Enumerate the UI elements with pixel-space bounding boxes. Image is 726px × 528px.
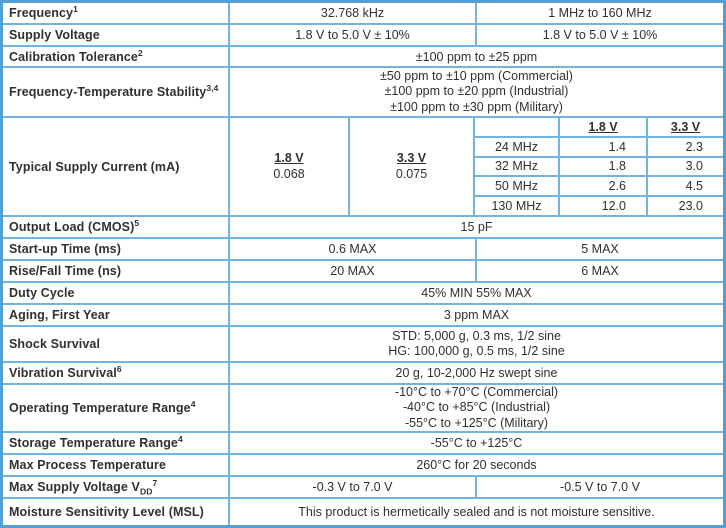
storage-temp-label: Storage Temperature Range$^4$ (3, 433, 230, 453)
freq-cell: 130 MHz (475, 197, 560, 215)
aging-value: 3 ppm MAX (443, 308, 510, 322)
msl-value: This product is hermetically sealed and is not moisture sensitive. (298, 505, 655, 519)
footnote-marker: 6 (116, 363, 122, 374)
footnote-marker: 1 (73, 3, 78, 14)
freq-cell: 32 MHz (475, 158, 560, 176)
current-3v3-cell: 3.0 (685, 159, 703, 174)
duty-cycle-value: 45% MIN 55% MAX (421, 286, 532, 300)
max-process-temp-label: Max Process Temperature (3, 455, 230, 475)
shock-std-line: STD: 5,000 g, 0.3 ms, 1/2 sine (392, 328, 561, 343)
row-max-supply-voltage (3, 477, 723, 499)
vibration-survival-label: Vibration Survival$^6$ (3, 363, 230, 383)
max-process-temp-value: 260°C for 20 seconds (416, 458, 537, 472)
operating-commercial: -10°C to +70°C (Commercial) (394, 384, 559, 399)
stability-industrial: ±100 ppm to ±20 ppm (Industrial) (384, 84, 569, 99)
current-1v8-cell: 2.6 (560, 177, 648, 195)
subtable-row-32mhz (475, 158, 723, 178)
current-value-1v8: 0.068 (273, 166, 305, 181)
footnote-marker: 2 (137, 47, 143, 58)
current-3v3-cell: 23.0 (678, 199, 703, 214)
footnote-marker: 5 (134, 217, 140, 228)
current-3v3-cell: 2.3 (685, 139, 703, 154)
startup-time-left-value: 0.6 MAX (230, 239, 477, 259)
subtable-row-130mhz (475, 197, 723, 215)
footnote-marker: 4 (190, 398, 196, 409)
output-load-label: Output Load (CMOS)$^5$ (3, 217, 230, 237)
stability-commercial: ±50 ppm to ±10 ppm (Commercial) (380, 68, 573, 83)
row-freq-temp-stability (3, 68, 723, 118)
shock-hg-line: HG: 100,000 g, 0.5 ms, 1/2 sine (388, 344, 565, 358)
row-aging (3, 305, 723, 327)
startup-time-label: Start-up Time (ms) (3, 239, 230, 259)
supply-current-3v3-cell (350, 118, 475, 215)
supply-current-subtable (475, 118, 723, 215)
current-3v3-cell: 4.5 (685, 179, 703, 194)
startup-time-right-value: 5 MAX (581, 242, 619, 256)
rise-fall-right-value: 6 MAX (581, 264, 619, 278)
supply-voltage-label: Supply Voltage (3, 25, 230, 45)
supply-voltage-left-value: 1.8 V to 5.0 V ± 10% (230, 25, 477, 45)
row-operating-temp (3, 385, 723, 433)
frequency-label: Frequency$^1$ (3, 3, 230, 23)
row-msl (3, 499, 723, 525)
max-supply-voltage-label: Max Supply Voltage $V_{DD}^7$ (3, 477, 230, 497)
freq-cell: 24 MHz (475, 138, 560, 156)
subtable-row-24mhz (475, 138, 723, 158)
frequency-high-value: 1 MHz to 160 MHz (548, 6, 652, 20)
row-max-process-temp (3, 455, 723, 477)
row-duty-cycle (3, 283, 723, 305)
row-rise-fall-time (3, 261, 723, 283)
shock-survival-value (230, 327, 723, 361)
current-value-3v3: 0.075 (395, 166, 428, 181)
freq-temp-stability-value (230, 68, 723, 116)
freq-temp-stability-label: Frequency-Temperature Stability$^{3,4}$ (3, 68, 230, 116)
rise-fall-left-value: 20 MAX (230, 261, 477, 281)
subtable-row-50mhz (475, 177, 723, 197)
supply-current-1v8-cell (230, 118, 350, 215)
freq-cell: 50 MHz (475, 177, 560, 195)
subtable-header-row (475, 118, 723, 138)
subtable-empty-header (475, 118, 560, 136)
msl-label: Moisture Sensitivity Level (MSL) (3, 499, 230, 525)
operating-industrial: -40°C to +85°C (Industrial) (402, 400, 551, 415)
row-supply-voltage (3, 25, 723, 47)
shock-survival-label: Shock Survival (3, 327, 230, 361)
subtable-header-3v3: 3.3 V (670, 119, 701, 134)
stability-military: ±100 ppm to ±30 ppm (Military) (390, 99, 563, 114)
output-load-value: 15 pF (460, 220, 493, 234)
supply-voltage-right-value: 1.8 V to 5.0 V ± 10% (542, 28, 658, 42)
calibration-tolerance-label: Calibration Tolerance$^2$ (3, 47, 230, 66)
rise-fall-time-label: Rise/Fall Time (ns) (3, 261, 230, 281)
row-vibration-survival (3, 363, 723, 385)
row-typical-supply-current (3, 118, 723, 217)
voltage-header-3v3: 3.3 V (396, 151, 427, 165)
frequency-low-value: 32.768 kHz (230, 3, 477, 23)
duty-cycle-label: Duty Cycle (3, 283, 230, 303)
operating-temp-label: Operating Temperature Range$^4$ (3, 385, 230, 431)
current-1v8-cell: 1.4 (560, 138, 648, 156)
aging-label: Aging, First Year (3, 305, 230, 325)
max-supply-voltage-left-value: -0.3 V to 7.0 V (230, 477, 477, 497)
row-storage-temp (3, 433, 723, 455)
footnote-marker: 3,4 (206, 82, 219, 93)
row-frequency (3, 3, 723, 25)
row-startup-time (3, 239, 723, 261)
current-1v8-cell: 12.0 (560, 197, 648, 215)
calibration-tolerance-value: ±100 ppm to ±25 ppm (415, 49, 538, 64)
storage-temp-value: -55°C to +125°C (430, 436, 523, 450)
max-supply-voltage-right-value: -0.5 V to 7.0 V (560, 480, 640, 494)
footnote-marker: 4 (177, 433, 183, 444)
current-1v8-cell: 1.8 (560, 158, 648, 176)
row-output-load (3, 217, 723, 239)
subtable-header-1v8: 1.8 V (560, 118, 648, 136)
row-shock-survival (3, 327, 723, 363)
row-calibration-tolerance (3, 47, 723, 68)
operating-military: -55°C to +125°C (Military) (404, 415, 549, 430)
vdd-subscript: DD (139, 486, 153, 497)
vibration-survival-value: 20 g, 10-2,000 Hz swept sine (395, 366, 558, 380)
footnote-marker: 7 (152, 477, 158, 488)
operating-temp-value (230, 385, 723, 431)
typical-supply-current-label: Typical Supply Current (mA) (3, 118, 230, 215)
voltage-header-1v8: 1.8 V (274, 151, 304, 165)
